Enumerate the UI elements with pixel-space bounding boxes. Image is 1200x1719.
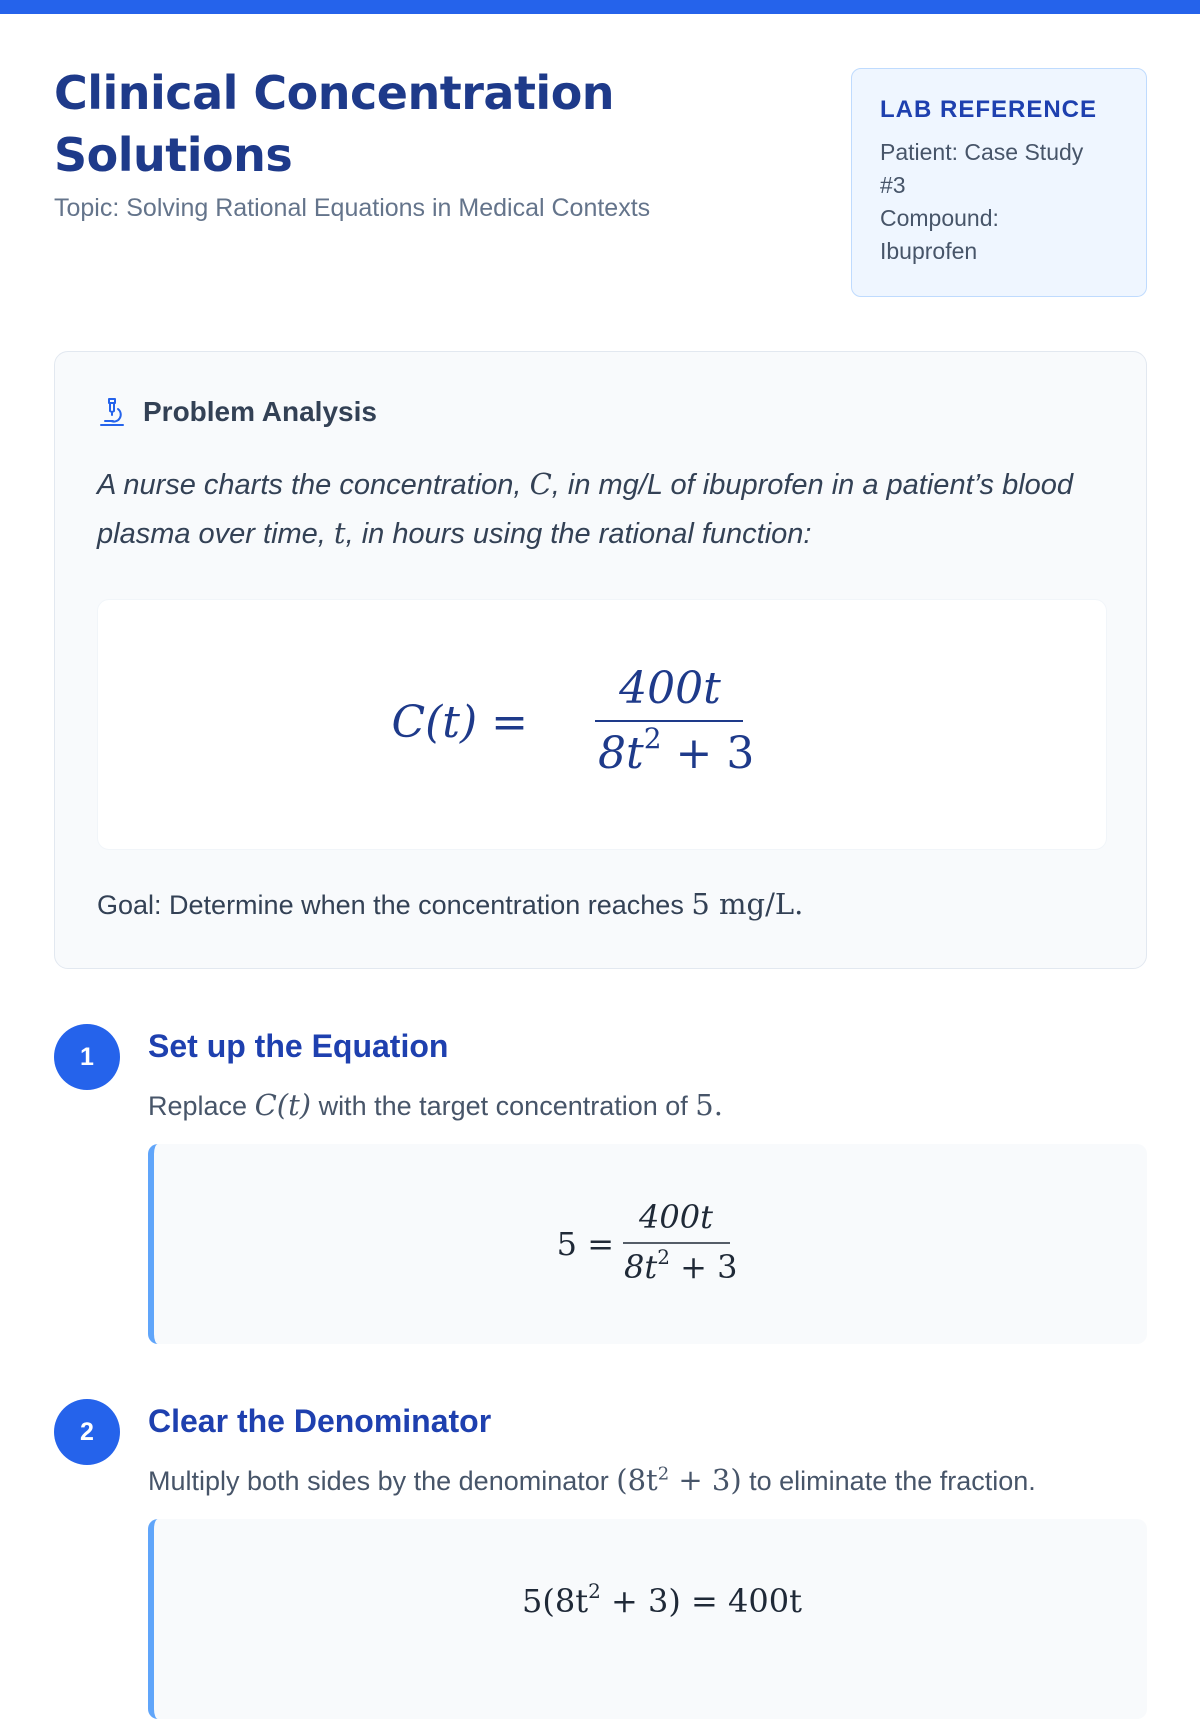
step-number-badge: 2 xyxy=(54,1399,120,1465)
page-header xyxy=(54,62,834,223)
step-desc-part-2: to eliminate the fraction. xyxy=(741,1466,1036,1496)
lab-reference-card xyxy=(851,68,1147,297)
lab-reference-title: LAB REFERENCE xyxy=(880,96,1098,123)
step-denominator-base: 8t xyxy=(624,1248,658,1286)
problem-text-part-2: , in mg/L of ibuprofen in a patient’s blood plasma over time, xyxy=(97,469,1074,550)
page-topic: Topic: Solving Rational Equations in Medical Contexts xyxy=(54,194,651,222)
step-denominator-exponent: 2 xyxy=(657,1245,670,1269)
step-number-badge: 1 xyxy=(54,1024,120,1090)
denominator-rest: + 3 xyxy=(661,728,755,779)
patient-line-1: Patient: Case Study xyxy=(880,139,1084,165)
step-desc-math-2: 5. xyxy=(695,1088,723,1122)
step-desc-math-1-exponent: 2 xyxy=(657,1463,670,1485)
step-2-equation-rest: + 3) = 400t xyxy=(600,1582,802,1620)
page-title xyxy=(54,62,834,186)
step-2-equation-lhs-base: 5(8t xyxy=(522,1582,589,1620)
problem-text-part-1: A nurse charts the concentration, xyxy=(97,469,530,501)
variable-t: t xyxy=(333,516,346,550)
compound-line-2: Ibuprofen xyxy=(880,238,978,264)
denominator-exponent: 2 xyxy=(643,722,662,755)
page-title-line-2: Solutions xyxy=(54,128,293,182)
step-equation-denominator xyxy=(624,1245,737,1286)
equation-denominator xyxy=(598,722,754,779)
problem-heading xyxy=(97,396,377,428)
compound-line-1: Compound: xyxy=(880,205,999,231)
step-desc-math-1: C(t) xyxy=(254,1088,312,1122)
step-desc-part-1: Replace xyxy=(148,1091,255,1121)
step-equation-lhs: 5 = xyxy=(556,1225,614,1263)
step-description xyxy=(148,1088,723,1122)
step-equation-box xyxy=(148,1519,1147,1719)
step-2-equation-exponent: 2 xyxy=(588,1579,601,1603)
step-desc-math-1-base: (8t xyxy=(616,1463,658,1497)
goal-value: 5 mg/L. xyxy=(691,887,804,921)
main-equation-box xyxy=(97,599,1107,850)
step-description xyxy=(148,1463,1036,1497)
step-desc-math-1-rest: + 3) xyxy=(669,1463,742,1497)
step-title: Clear the Denominator xyxy=(148,1403,492,1439)
page-title-line-1: Clinical Concentration xyxy=(54,66,615,120)
main-equation xyxy=(98,600,1108,851)
denominator-base: 8t xyxy=(598,728,644,779)
patient-line-2: #3 xyxy=(880,172,906,198)
variable-c: C xyxy=(529,467,552,501)
equation-numerator: 400t xyxy=(619,663,721,714)
step-desc-part-2: with the target concentration of xyxy=(311,1091,696,1121)
problem-text-part-3: , in hours using the rational function: xyxy=(345,518,812,550)
problem-analysis-card xyxy=(54,351,1147,969)
step-denominator-rest: + 3 xyxy=(669,1248,738,1286)
step-equation xyxy=(154,1519,1147,1719)
step-desc-part-1: Multiply both sides by the denominator xyxy=(148,1466,617,1496)
microscope-icon xyxy=(97,396,129,428)
equation-lhs: C(t) = xyxy=(391,697,528,748)
step-equation xyxy=(154,1144,1147,1344)
step-desc-math-1 xyxy=(616,1463,741,1497)
top-accent-bar xyxy=(0,0,1200,14)
problem-goal xyxy=(97,887,803,921)
problem-statement xyxy=(97,460,1107,558)
step-equation-numerator: 400t xyxy=(639,1198,713,1236)
problem-heading-label: Problem Analysis xyxy=(143,396,377,427)
step-equation-box xyxy=(148,1144,1147,1344)
step-title: Set up the Equation xyxy=(148,1028,449,1064)
goal-text: Goal: Determine when the concentration reaches xyxy=(97,890,692,920)
